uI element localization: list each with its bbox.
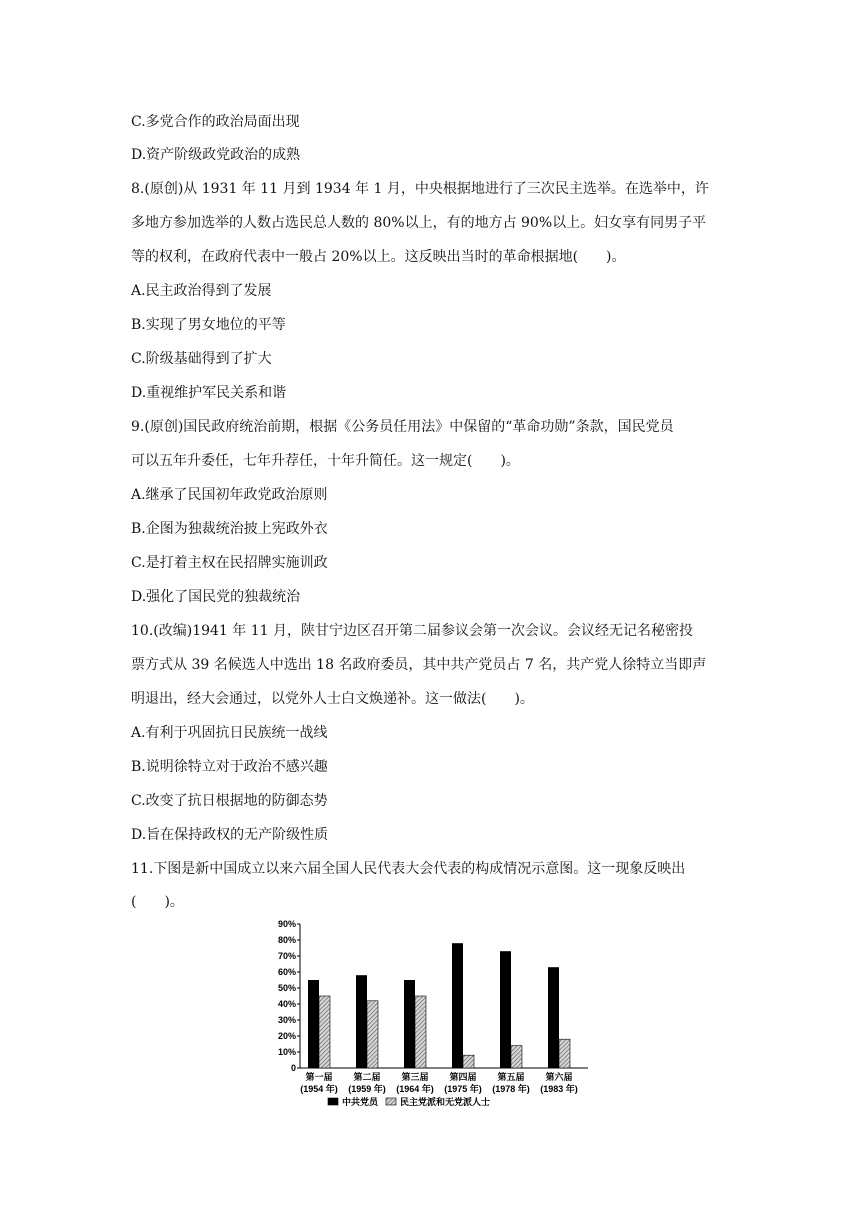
text-line: 多地方参加选举的人数占选民总人数的 80%以上，有的地方占 90%以上。妇女享有同男子平 — [131, 215, 707, 231]
bar-ccp-member — [452, 943, 463, 1068]
x-category-year: (1954 年) — [300, 1084, 338, 1094]
y-tick-label: 10% — [277, 1047, 296, 1057]
x-category-label: 第五届 — [497, 1072, 525, 1082]
bar-non-ccp — [367, 1001, 378, 1068]
text-line: B.企图为独裁统治披上宪政外衣 — [131, 521, 328, 537]
text-line: C.阶级基础得到了扩大 — [131, 351, 272, 367]
y-tick-label: 80% — [277, 935, 296, 945]
bar-ccp-member — [548, 967, 559, 1068]
chart-bars — [308, 943, 570, 1068]
y-tick-label: 40% — [277, 999, 296, 1009]
text-line: 9.(原创)国民政府统治前期，根据《公务员任用法》中保留的“革命功勋”条款，国民党员 — [131, 419, 674, 435]
text-line: D.旨在保持政权的无产阶级性质 — [131, 827, 329, 843]
x-category-label: 第三届 — [401, 1072, 429, 1082]
x-category-label: 第四届 — [449, 1072, 477, 1082]
text-line: C.是打着主权在民招牌实施训政 — [131, 555, 328, 571]
text-line: D.重视维护军民关系和谐 — [131, 385, 287, 401]
x-category-year: (1978 年) — [492, 1084, 530, 1094]
text-line: D.资产阶级政党政治的成熟 — [131, 147, 301, 163]
y-tick-label: 0 — [290, 1063, 296, 1073]
bar-non-ccp — [463, 1055, 474, 1068]
y-tick-label: 20% — [277, 1031, 296, 1041]
y-tick-label: 60% — [277, 967, 296, 977]
text-line: C.改变了抗日根据地的防御态势 — [131, 793, 328, 809]
legend-label: 民主党派和无党派人士 — [400, 1097, 491, 1107]
bar-non-ccp — [511, 1046, 522, 1068]
x-category-year: (1964 年) — [396, 1084, 434, 1094]
y-tick-label: 90% — [277, 919, 296, 929]
y-tick-label: 70% — [277, 951, 296, 961]
legend-swatch — [386, 1098, 396, 1105]
x-category-year: (1983 年) — [540, 1084, 578, 1094]
text-line: 8.(原创)从 1931 年 11 月到 1934 年 1 月，中央根据地进行了三次民主选举。在选举中，许 — [131, 181, 709, 197]
text-line: D.强化了国民党的独裁统治 — [131, 589, 301, 605]
bar-ccp-member — [500, 951, 511, 1068]
text-line: 10.(改编)1941 年 11 月，陕甘宁边区召开第二届参议会第一次会议。会议经无记名秘密投 — [131, 623, 693, 639]
text-line: 明退出，经大会通过，以党外人士白文焕递补。这一做法( )。 — [131, 691, 534, 707]
x-category-year: (1959 年) — [348, 1084, 386, 1094]
x-category-label: 第二届 — [353, 1072, 381, 1082]
chart-legend — [328, 1096, 490, 1107]
text-line: 可以五年升委任，七年升荐任，十年升简任。这一规定( )。 — [131, 453, 520, 469]
chart-axes — [297, 924, 588, 1068]
text-line: B.说明徐特立对于政治不感兴趣 — [131, 759, 328, 775]
text-line: B.实现了男女地位的平等 — [131, 317, 286, 333]
npc-composition-bar-chart — [270, 915, 600, 1120]
text-line: C.多党合作的政治局面出现 — [131, 114, 300, 130]
text-line: A.继承了民国初年政党政治原则 — [131, 487, 328, 503]
legend-swatch — [328, 1098, 338, 1105]
text-line: 11.下图是新中国成立以来六届全国人民代表大会代表的构成情况示意图。这一现象反映出 — [131, 861, 686, 877]
bar-non-ccp — [559, 1039, 570, 1068]
text-line: A.民主政治得到了发展 — [131, 283, 272, 299]
text-line: 票方式从 39 名候选人中选出 18 名政府委员，其中共产党员占 7 名，共产党人徐特立当即声 — [131, 657, 707, 673]
y-tick-label: 50% — [277, 983, 296, 993]
bar-ccp-member — [308, 980, 319, 1068]
x-category-year: (1975 年) — [444, 1084, 482, 1094]
bar-ccp-member — [356, 975, 367, 1068]
bar-ccp-member — [404, 980, 415, 1068]
text-line: ( )。 — [131, 894, 184, 910]
legend-label: 中共党员 — [342, 1097, 379, 1107]
bar-non-ccp — [319, 996, 330, 1068]
x-category-label: 第六届 — [545, 1072, 573, 1082]
text-line: A.有利于巩固抗日民族统一战线 — [131, 725, 328, 741]
y-tick-label: 30% — [277, 1015, 296, 1025]
bar-non-ccp — [415, 996, 426, 1068]
text-line: 等的权利，在政府代表中一般占 20%以上。这反映出当时的革命根据地( )。 — [131, 249, 626, 265]
x-category-label: 第一届 — [305, 1072, 333, 1082]
